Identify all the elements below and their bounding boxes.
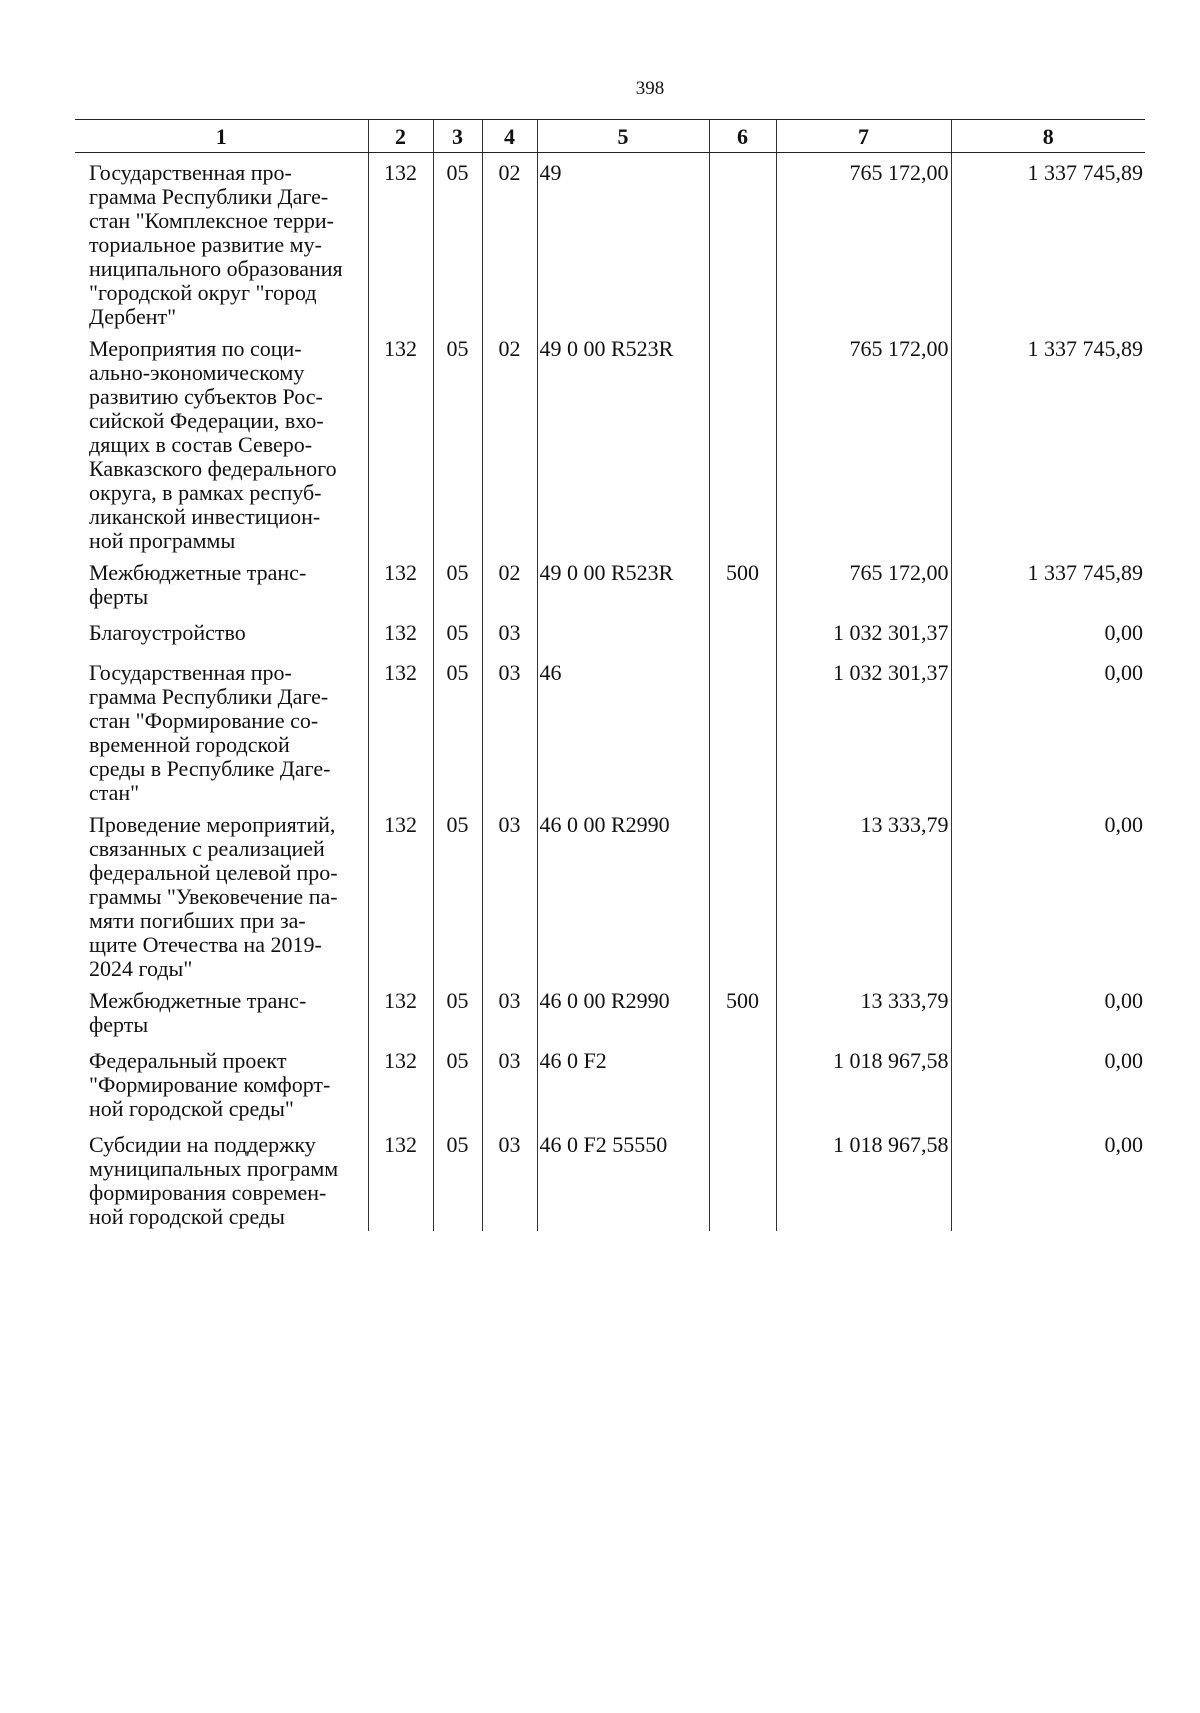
- target-article-cell: 49 0 00 R523R: [537, 329, 709, 553]
- row-name-line: Дербент": [89, 304, 177, 329]
- section-code-cell: 05: [433, 329, 482, 553]
- ministry-code-cell: 132: [368, 1041, 433, 1125]
- expense-type-cell: [709, 613, 776, 653]
- row-name-line: развитию субъектов Рос-: [89, 384, 323, 409]
- target-article-cell: 46: [537, 653, 709, 805]
- ministry-code-cell: 132: [368, 1125, 433, 1231]
- row-name-line: 2024 годы": [89, 956, 193, 981]
- column-header: 3: [433, 120, 482, 153]
- column-header: 4: [482, 120, 537, 153]
- row-name-line: ниципального образования: [89, 256, 343, 281]
- expense-type-cell: 500: [709, 981, 776, 1041]
- row-name-line: ной городской среды": [89, 1096, 294, 1121]
- row-name-line: Мероприятия по соци-: [89, 336, 302, 361]
- row-name-line: сийской Федерации, вхо-: [89, 408, 324, 433]
- amount-cell: 1 337 745,89: [951, 153, 1145, 330]
- subsection-code-cell: 02: [482, 153, 537, 330]
- row-name-line: Благоустройство: [89, 620, 246, 645]
- subsection-code-cell: 03: [482, 613, 537, 653]
- row-name-line: Межбюджетные транс-: [89, 988, 307, 1013]
- section-code-cell: 05: [433, 153, 482, 330]
- section-code-cell: 05: [433, 1041, 482, 1125]
- ministry-code-cell: 132: [368, 613, 433, 653]
- row-name-cell: [75, 1041, 368, 1125]
- amount-cell: 0,00: [951, 613, 1145, 653]
- row-name-line: стан "Формирование со-: [89, 708, 319, 733]
- amount-cell: 1 337 745,89: [951, 329, 1145, 553]
- amount-cell: 13 333,79: [776, 805, 951, 981]
- target-article-cell: 46 0 F2 55550: [537, 1125, 709, 1231]
- amount-cell: 0,00: [951, 653, 1145, 805]
- target-article-cell: 46 0 00 R2990: [537, 805, 709, 981]
- column-header: 1: [75, 120, 368, 153]
- target-article-cell: [537, 613, 709, 653]
- expense-type-cell: [709, 805, 776, 981]
- section-code-cell: 05: [433, 1125, 482, 1231]
- row-name-line: ториальное развитие му-: [89, 232, 322, 257]
- table-row: [75, 981, 1145, 1041]
- table-row: [75, 1125, 1145, 1231]
- row-name-line: округа, в рамках респуб-: [89, 480, 322, 505]
- amount-cell: 765 172,00: [776, 153, 951, 330]
- row-name-line: Федеральный проект: [89, 1048, 287, 1073]
- target-article-cell: 46 0 F2: [537, 1041, 709, 1125]
- table-row: [75, 613, 1145, 653]
- amount-cell: 0,00: [951, 805, 1145, 981]
- page-number: 398: [635, 78, 665, 99]
- amount-cell: 0,00: [951, 1125, 1145, 1231]
- row-name-line: ной программы: [89, 528, 236, 553]
- row-name-line: щите Отечества на 2019-: [89, 932, 322, 957]
- row-name-line: временной городской: [89, 732, 290, 757]
- ministry-code-cell: 132: [368, 153, 433, 330]
- expense-type-cell: [709, 1041, 776, 1125]
- column-header: 5: [537, 120, 709, 153]
- amount-cell: 765 172,00: [776, 553, 951, 613]
- row-name-line: ферты: [89, 1012, 149, 1037]
- subsection-code-cell: 03: [482, 1125, 537, 1231]
- row-name-cell: [75, 329, 368, 553]
- row-name-line: мяти погибших при за-: [89, 908, 306, 933]
- row-name-line: ной городской среды: [89, 1204, 285, 1229]
- row-name-line: муниципальных программ: [89, 1156, 339, 1181]
- amount-cell: 765 172,00: [776, 329, 951, 553]
- expense-type-cell: [709, 153, 776, 330]
- row-name-cell: [75, 613, 368, 653]
- row-name-cell: [75, 553, 368, 613]
- row-name-line: Проведение мероприятий,: [89, 812, 336, 837]
- table-row: [75, 653, 1145, 805]
- column-header: 7: [776, 120, 951, 153]
- row-name-line: стан": [89, 780, 140, 805]
- row-name-cell: [75, 153, 368, 330]
- table-row: [75, 805, 1145, 981]
- row-name-cell: [75, 805, 368, 981]
- row-name-line: среды в Республике Даге-: [89, 756, 331, 781]
- row-name-line: граммы "Увековечение па-: [89, 884, 338, 909]
- column-header: 8: [951, 120, 1145, 153]
- row-name-cell: [75, 653, 368, 805]
- target-article-cell: 49 0 00 R523R: [537, 553, 709, 613]
- expense-type-cell: 500: [709, 553, 776, 613]
- amount-cell: 13 333,79: [776, 981, 951, 1041]
- amount-cell: 1 018 967,58: [776, 1041, 951, 1125]
- row-name-line: связанных с реализацией: [89, 836, 325, 861]
- amount-cell: 1 032 301,37: [776, 653, 951, 805]
- ministry-code-cell: 132: [368, 553, 433, 613]
- ministry-code-cell: 132: [368, 653, 433, 805]
- row-name-line: Кавказского федерального: [89, 456, 337, 481]
- row-name-cell: [75, 1125, 368, 1231]
- ministry-code-cell: 132: [368, 981, 433, 1041]
- subsection-code-cell: 03: [482, 981, 537, 1041]
- ministry-code-cell: 132: [368, 329, 433, 553]
- column-header: 6: [709, 120, 776, 153]
- section-code-cell: 05: [433, 805, 482, 981]
- table-header: [75, 120, 1145, 153]
- expense-type-cell: [709, 329, 776, 553]
- section-code-cell: 05: [433, 981, 482, 1041]
- amount-cell: 0,00: [951, 981, 1145, 1041]
- row-name-line: стан "Комплексное терри-: [89, 208, 334, 233]
- subsection-code-cell: 02: [482, 553, 537, 613]
- expense-type-cell: [709, 653, 776, 805]
- subsection-code-cell: 03: [482, 653, 537, 805]
- amount-cell: 1 337 745,89: [951, 553, 1145, 613]
- target-article-cell: 46 0 00 R2990: [537, 981, 709, 1041]
- row-name-line: ферты: [89, 584, 149, 609]
- row-name-line: формирования современ-: [89, 1180, 327, 1205]
- table-row: [75, 153, 1145, 330]
- row-name-line: ликанской инвестицион-: [89, 504, 321, 529]
- table-row: [75, 553, 1145, 613]
- section-code-cell: 05: [433, 653, 482, 805]
- amount-cell: 0,00: [951, 1041, 1145, 1125]
- subsection-code-cell: 03: [482, 805, 537, 981]
- ministry-code-cell: 132: [368, 805, 433, 981]
- target-article-cell: 49: [537, 153, 709, 330]
- row-name-line: "Формирование комфорт-: [89, 1072, 331, 1097]
- row-name-line: грамма Республики Даге-: [89, 684, 329, 709]
- amount-cell: 1 018 967,58: [776, 1125, 951, 1231]
- table-row: [75, 329, 1145, 553]
- section-code-cell: 05: [433, 553, 482, 613]
- row-name-line: Государственная про-: [89, 160, 292, 185]
- row-name-line: федеральной целевой про-: [89, 860, 338, 885]
- expense-type-cell: [709, 1125, 776, 1231]
- amount-cell: 1 032 301,37: [776, 613, 951, 653]
- row-name-line: Межбюджетные транс-: [89, 560, 307, 585]
- row-name-line: Субсидии на поддержку: [89, 1132, 316, 1157]
- column-header: 2: [368, 120, 433, 153]
- table-body: [75, 153, 1145, 1232]
- table-row: [75, 1041, 1145, 1125]
- row-name-cell: [75, 981, 368, 1041]
- row-name-line: "городской округ "город: [89, 280, 317, 305]
- subsection-code-cell: 02: [482, 329, 537, 553]
- budget-table: [75, 119, 1145, 1231]
- subsection-code-cell: 03: [482, 1041, 537, 1125]
- row-name-line: грамма Республики Даге-: [89, 184, 329, 209]
- row-name-line: ально-экономическому: [89, 360, 305, 385]
- section-code-cell: 05: [433, 613, 482, 653]
- row-name-line: Государственная про-: [89, 660, 292, 685]
- row-name-line: дящих в состав Северо-: [89, 432, 313, 457]
